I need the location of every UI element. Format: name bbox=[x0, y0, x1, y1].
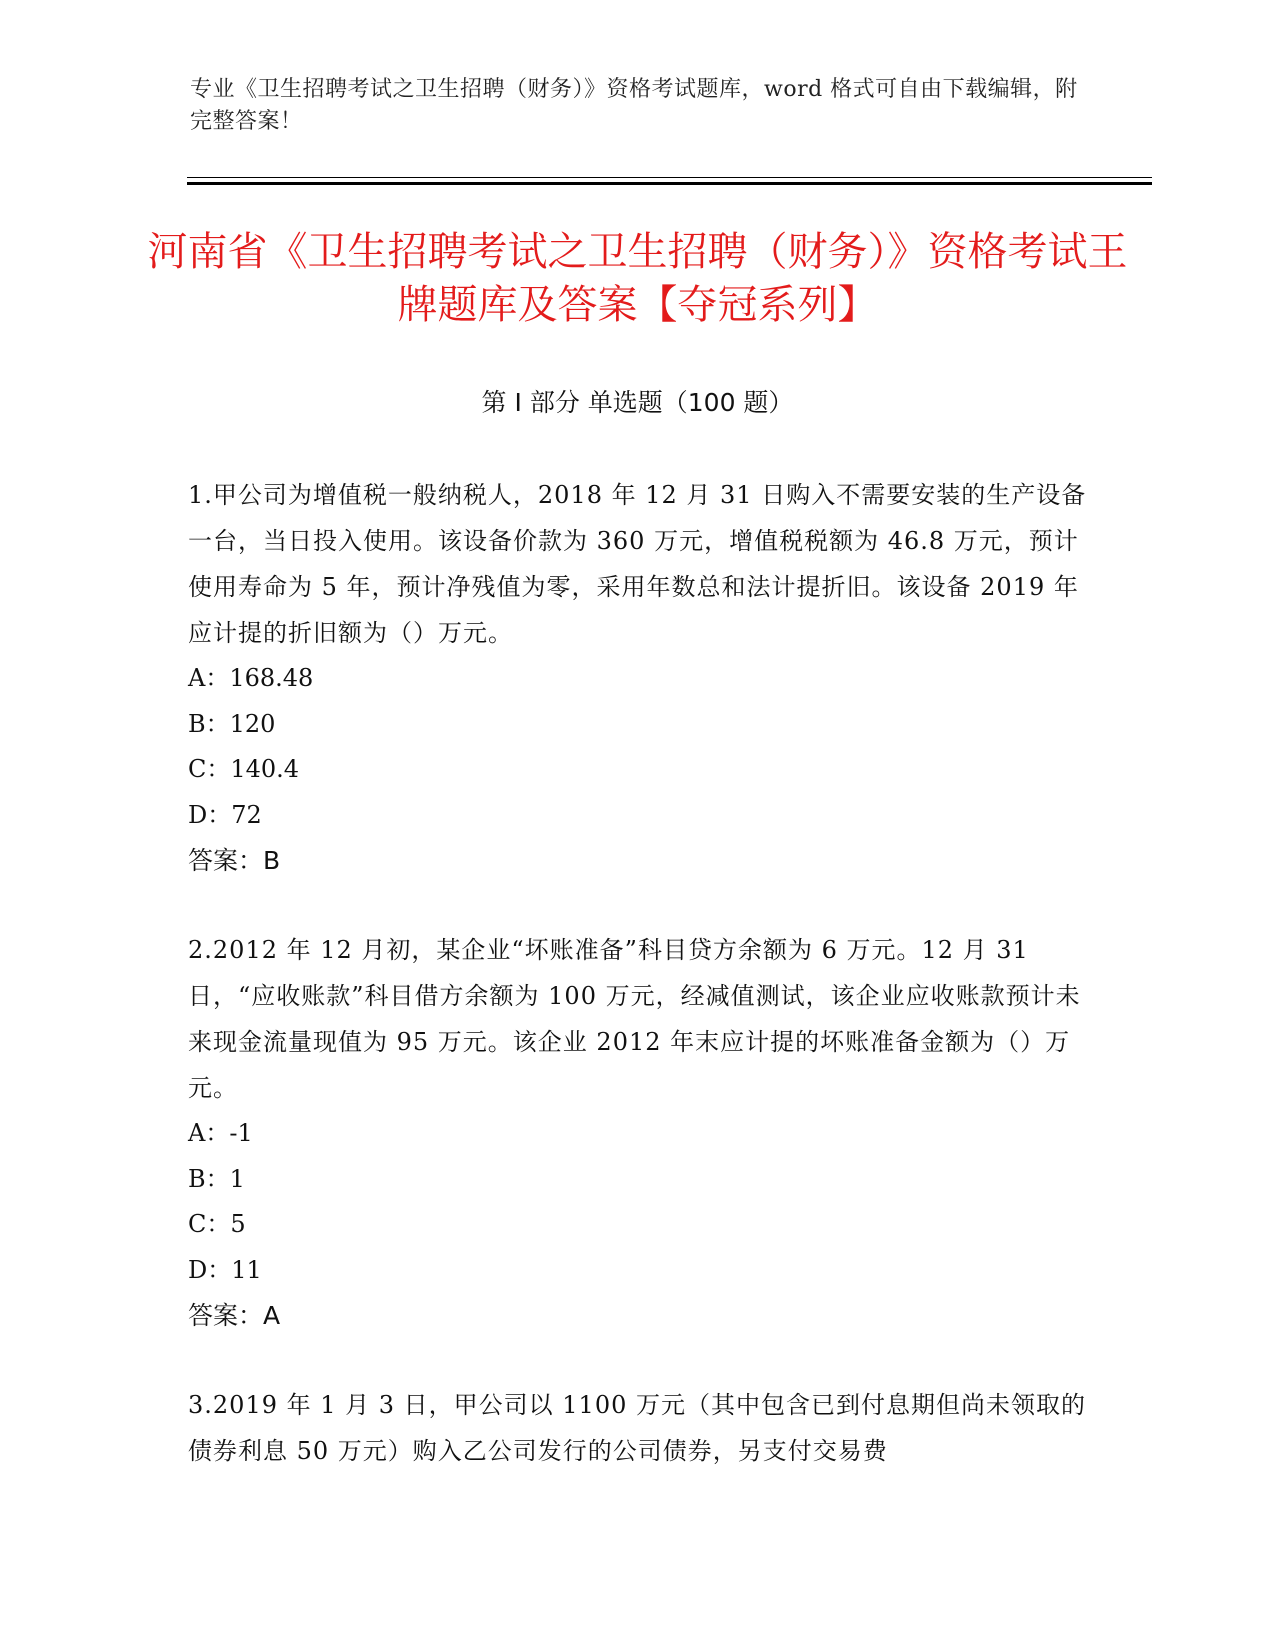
question-1 bbox=[188, 472, 1088, 884]
header-divider-thin bbox=[187, 177, 1152, 178]
question-2 bbox=[188, 927, 1088, 1339]
question-3 bbox=[188, 1382, 1088, 1474]
answer: 答案：A bbox=[188, 1301, 281, 1330]
option-a: A：168.48 bbox=[188, 664, 314, 692]
answer: 答案：B bbox=[188, 846, 281, 875]
header-note: 专业《卫生招聘考试之卫生招聘（财务）》资格考试题库，word 格式可自由下载编辑，附完整答案！ bbox=[190, 77, 1078, 134]
option-d: D：11 bbox=[188, 1255, 262, 1284]
option-a: A：-1 bbox=[188, 1119, 253, 1147]
question-text: 2.2012 年 12 月初，某企业“坏账准备”科目贷方余额为 6 万元。12 月 31 日，“应收账款”科目借方余额为 100 万元，经减值测试，该企业应收账款预计未来现金流量现值为 95 万元。该企业 2012 年末应计提的坏账准备金额为（）万元。 bbox=[188, 936, 1081, 1102]
option-b: B：1 bbox=[188, 1164, 245, 1193]
question-text: 3.2019 年 1 月 3 日，甲公司以 1100 万元（其中包含已到付息期但尚未领取的债券利息 50 万元）购入乙公司发行的公司债券，另支付交易费 bbox=[188, 1391, 1086, 1465]
header-divider-thick bbox=[187, 182, 1152, 185]
question-text: 1.甲公司为增值税一般纳税人，2018 年 12 月 31 日购入不需要安装的生产设备一台，当日投入使用。该设备价款为 360 万元，增值税税额为 46.8 万元，预计使用寿命为 5 年，预计净残值为零，采用年数总和法计提折旧。该设备 2019 年应计提的折旧额为（）万元。 bbox=[188, 481, 1087, 647]
option-d: D：72 bbox=[188, 800, 262, 829]
option-c: C：140.4 bbox=[188, 755, 300, 783]
document-title: 河南省《卫生招聘考试之卫生招聘（财务）》资格考试王牌题库及答案【夺冠系列】 bbox=[147, 229, 1128, 328]
section-title: 第 I 部分 单选题（100 题） bbox=[481, 388, 794, 417]
option-c: C：5 bbox=[188, 1210, 246, 1238]
option-b: B：120 bbox=[188, 709, 276, 738]
